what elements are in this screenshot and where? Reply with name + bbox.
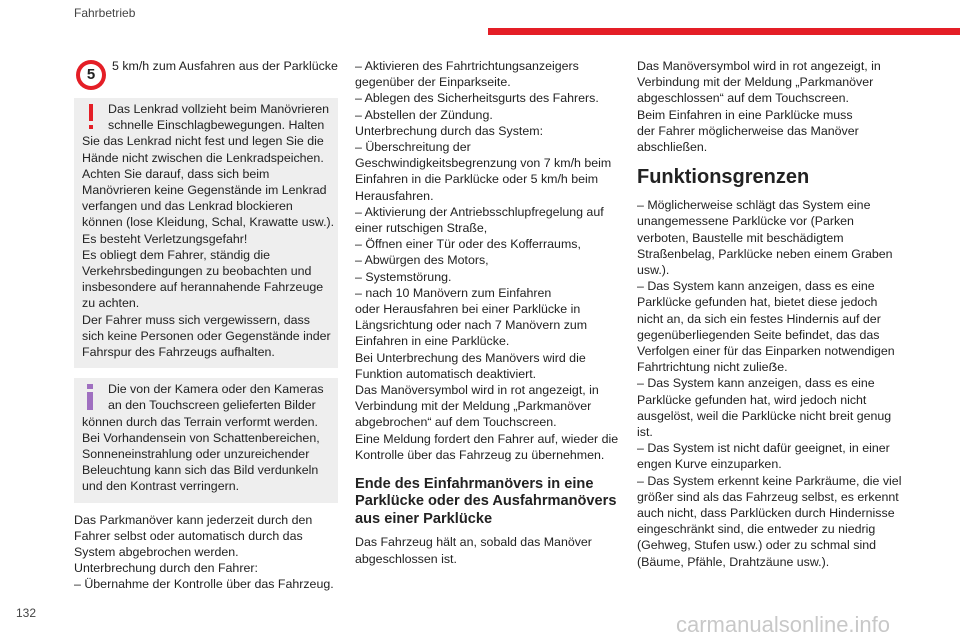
text-line: abschließen. [637,140,708,155]
text-line: – Übernahme der Kontrolle über das Fahrzeug. [74,577,334,592]
text-line: – Aktivieren des Fahrtrichtungsanzeigers [355,59,579,73]
text-line: abgebrochen“ auf dem Touchscreen. [355,415,557,430]
text-line: gegenüberliegenden Seite befindet, das das [637,327,880,342]
text-line: eingeschränkt sind, die entweder zu niedrig [637,522,876,537]
warning-line: verfangen und das Lenkrad blockieren [82,199,293,214]
text-line: Bei Unterbrechung des Manövers wird die [355,350,586,365]
text-line: Längsrichtung oder nach 7 Manövern zum [355,318,588,333]
text-line: Funktion automatisch deaktiviert. [355,366,537,381]
step-text: 5 km/h zum Ausfahren aus der Parklücke [112,59,338,73]
warning-line: schnelle Einschlagbewegungen. Halten [108,118,325,133]
text-line: Straßenbelag, Parklücke neben einem Graben [637,246,893,261]
warning-line: Es obliegt dem Fahrer, ständig die [82,247,271,262]
section-header: Fahrbetrieb [74,6,136,20]
text-line: – Öffnen einer Tür oder des Kofferraums, [355,237,581,252]
text-line: einer rutschigen Straße, [355,221,488,236]
info-line: können durch das Terrain verformt werden. [82,414,319,429]
text-line: Das Fahrzeug hält an, sobald das Manöver [355,535,592,550]
warning-line: sich keine Personen oder Gegenstände inder [82,328,331,343]
text-line: ausgelöst, weil die Parklücke nicht breit genug [637,408,892,423]
text-line: ist. [637,425,653,440]
text-line: (Bäume, Pfähle, Drahtzäune usw.). [637,554,830,569]
text-line: Das Parkmanöver kann jederzeit durch den [74,512,313,527]
interruption-text [74,512,338,593]
text-line: oder Herausfahren bei einer Parklücke in [355,302,581,317]
text-line: größer sind als das Fahrzeug selbst, es erkennt [637,489,899,504]
text-line: Fahrtrichtung nicht zulieẞe. [637,360,788,375]
text-line: abgeschlossen“ auf dem Touchscreen. [637,91,849,106]
text-line: – Systemstörung. [355,269,452,284]
text-line: engen Kurve einzuparken. [637,457,782,472]
text-line: Herausfahren. [355,188,434,203]
subheading-line: Parklücke oder des Ausfahrmanövers [355,493,617,510]
text-line: – Das System ist nicht dafür geeignet, in einer [637,441,890,456]
subheading-line: aus einer Parklücke [355,510,493,527]
warning-line: Verkehrsbedingungen zu beobachten und [82,264,312,279]
warning-line: Fahrspur des Fahrzeugs aufhalten. [82,345,275,360]
warning-line: Hände nicht zwischen die Lenkradspeichen. [82,150,324,165]
text-line: auch nicht, dass Parklücken durch Hindernisse [637,506,895,521]
text-line: nicht an, da sich ein festes Hindernis auf der [637,311,881,326]
text-line: System abgebrochen werden. [74,545,239,560]
text-line: gegenüber der Einparkseite. [355,75,511,90]
step-item [74,58,338,92]
warning-box [74,98,338,368]
text-line: Verfolgen einer für das Einparken notwendigen [637,344,895,359]
text-line: – Das System kann anzeigen, dass es eine [637,376,875,391]
text-line: Das Manöversymbol wird in rot angezeigt, in [637,59,881,73]
step-number-badge [76,60,106,90]
text-line: der Fahrer möglicherweise das Manöver [637,123,859,138]
text-line: – Das System erkennt keine Parkräume, die viel [637,473,902,488]
text-line: Verbindung mit der Meldung „Parkmanöver [355,399,592,414]
warning-line: Das Lenkrad vollzieht beim Manövrieren [108,102,330,116]
text-line: (Gehweg, Stufen usw.) oder zu schmal sind [637,538,876,553]
text-line: Eine Meldung fordert den Fahrer auf, wieder die [355,431,619,446]
warning-line: können (lose Kleidung, Schal, Krawatte usw.). [82,215,335,230]
text-line: Einfahren in eine Parklücke. [355,334,510,349]
text-line: – nach 10 Manövern zum Einfahren [355,285,552,300]
text-line: – Überschreitung der [355,140,471,155]
info-line: und den Kontrast verringern. [82,479,240,494]
text-line: – Abwürgen des Motors, [355,253,489,268]
section-subheading [355,476,621,528]
text-line: Beim Einfahren in eine Parklücke muss [637,107,853,122]
info-box [74,378,338,502]
header-accent-bar [488,28,960,35]
watermark: carmanualsonline.info [676,612,891,637]
step-number: 5 [80,64,102,86]
text-line: Verbindung mit der Meldung „Parkmanöver [637,75,874,90]
warning-line: Manövrieren keine Gegenstände im Lenkrad [82,183,327,198]
page-number: 132 [16,606,37,620]
interruption-list [355,58,621,463]
text-line: Fahrer selbst oder automatisch durch das [74,528,303,543]
info-line: Beleuchtung kann sich das Bild verdunkeln [82,463,319,478]
column-left [74,58,338,593]
column-middle [355,58,621,567]
info-line: Sonneneinstrahlung oder unzureichender [82,447,310,462]
warning-line: Der Fahrer muss sich vergewissern, dass [82,312,310,327]
text-line: Kontrolle über das Fahrzeug zu übernehmen. [355,447,605,462]
text-line: Das Manöversymbol wird in rot angezeigt, in [355,383,599,398]
info-line: Bei Vorhandensein von Schattenbereichen, [82,430,320,445]
text-line: unangemessene Parklücke vor (Parken [637,214,854,229]
column-right [637,58,905,570]
text-line: – Das System kann anzeigen, dass es eine [637,279,875,294]
text-line: abgeschlossen ist. [355,551,457,566]
info-icon [84,384,98,410]
subheading-line: Ende des Einfahrmanövers in eine [355,476,594,493]
warning-line: Sie das Lenkrad nicht fest und legen Sie die [82,134,324,149]
warning-line: zu achten. [82,296,140,311]
text-line: Parklücke gefunden hat, bietet diese jedoch [637,295,878,310]
warning-icon [84,104,98,130]
text-line: Parklücke gefunden hat, wird jedoch nicht [637,392,867,407]
text-line: – Aktivierung der Antriebsschlupfregelung auf [355,204,604,219]
text-line: Geschwindigkeitsbegrenzung von 7 km/h beim [355,156,612,171]
text-line: Unterbrechung durch den Fahrer: [74,561,258,576]
text-line: – Ablegen des Sicherheitsgurts des Fahrers. [355,91,599,106]
warning-line: Achten Sie darauf, dass sich beim [82,166,270,181]
info-line: Die von der Kamera oder den Kameras [108,382,324,397]
text-line: – Abstellen der Zündung. [355,107,493,122]
section-heading: Funktionsgrenzen [637,166,810,189]
info-line: an den Touchscreen gelieferten Bilder [108,398,316,413]
text-line: usw.). [637,263,670,278]
warning-line: insbesondere auf herannahende Fahrzeuge [82,280,324,295]
text-line: Unterbrechung durch das System: [355,123,544,138]
text-line: verboten, Baustelle mit beschädigtem [637,230,844,245]
warning-line: Es besteht Verletzungsgefahr! [82,231,248,246]
text-line: – Möglicherweise schlägt das System eine [637,198,871,213]
text-line: Einfahren in die Parklücke oder 5 km/h beim [355,172,599,187]
